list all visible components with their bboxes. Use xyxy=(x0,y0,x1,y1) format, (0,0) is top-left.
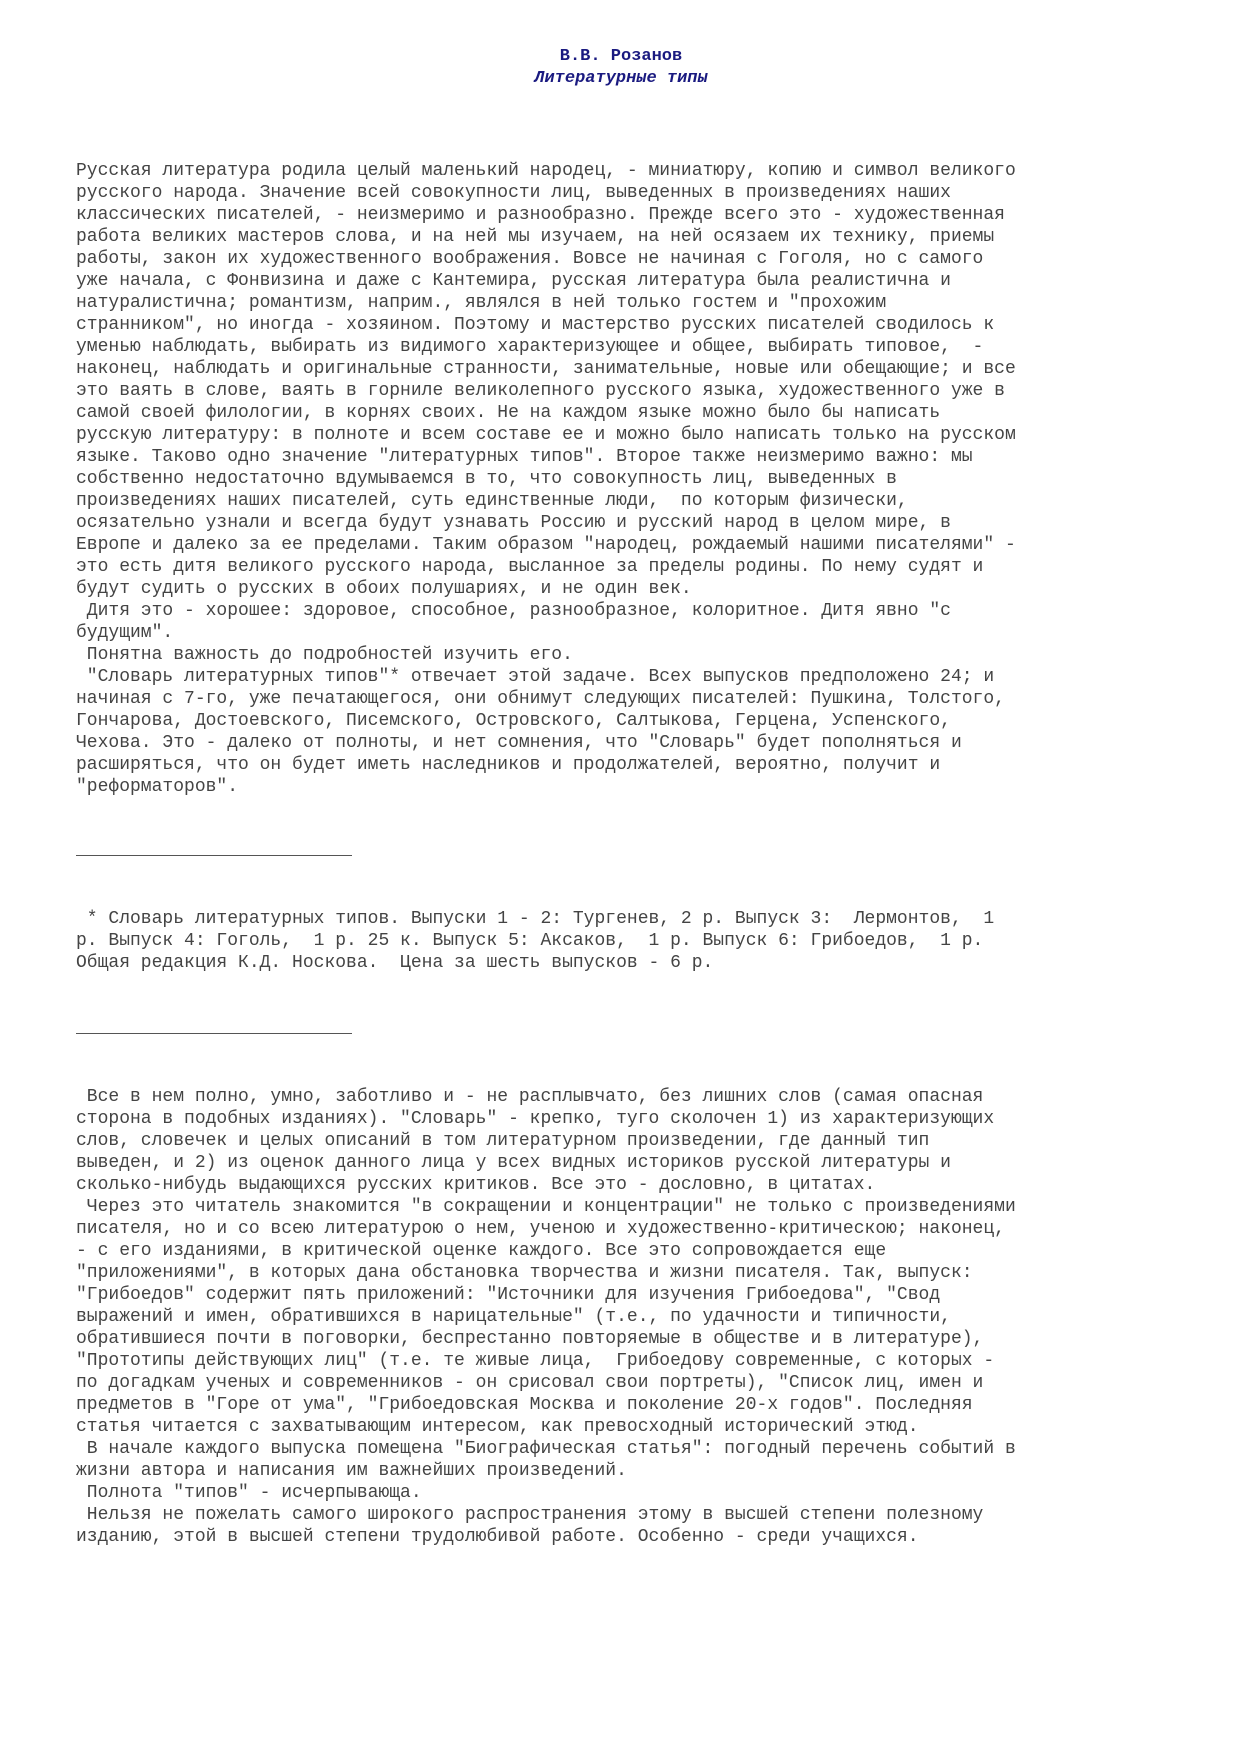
text-line: сторона в подобных изданиях). "Словарь" - крепко, туго сколочен 1) из характеризующих xyxy=(76,1109,995,1129)
text-line: будущим". xyxy=(76,623,174,643)
text-line: "Словарь литературных типов"* отвечает этой задаче. Всех выпусков предположено 24; и xyxy=(76,667,995,687)
text-line: предметов в "Горе от ума", "Грибоедовская Москва и поколение 20-х годов". Последняя xyxy=(76,1395,973,1415)
text-line: Европе и далеко за ее пределами. Таким образом "народец, рождаемый нашими писателями" - xyxy=(76,535,1016,555)
footnote-separator-top xyxy=(76,855,352,856)
text-line: выведен, и 2) из оценок данного лица у всех видных историков русской литературы и xyxy=(76,1153,951,1173)
text-line: натуралистична; романтизм, наприм., являлся в ней только гостем и "прохожим xyxy=(76,293,887,313)
main-text xyxy=(76,160,1176,798)
author-name: В.В. Розанов xyxy=(559,47,683,66)
text-line: начиная с 7-го, уже печатающегося, они обнимут следующих писателей: Пушкина, Толстого, xyxy=(76,689,1005,709)
text-line: расширяться, что он будет иметь наследников и продолжателей, вероятно, получит и xyxy=(76,755,941,775)
text-line: классических писателей, - неизмеримо и разнообразно. Прежде всего это - художественная xyxy=(76,205,1005,225)
text-line: выражений и имен, обратившихся в нарицательные" (т.е., по удачности и типичности, xyxy=(76,1307,951,1327)
text-line: Чехова. Это - далеко от полноты, и нет сомнения, что "Словарь" будет пополняться и xyxy=(76,733,962,753)
text-line: русского народа. Значение всей совокупности лиц, выведенных в произведениях наших xyxy=(76,183,951,203)
text-line: русскую литературу: в полноте и всем составе ее и можно было написать только на русском xyxy=(76,425,1016,445)
text-line: изданию, этой в высшей степени трудолюбивой работе. Особенно - среди учащихся. xyxy=(76,1527,919,1547)
continued-text xyxy=(76,1086,1176,1548)
text-line: обратившиеся почти в поговорки, беспрестанно повторяемые в обществе и в литературе), xyxy=(76,1329,984,1349)
text-line: уменью наблюдать, выбирать из видимого характеризующее и общее, выбирать типовое, - xyxy=(76,337,984,357)
text-line: произведениях наших писателей, суть единственные люди, по которым физически, xyxy=(76,491,908,511)
text-line: "приложениями", в которых дана обстановка творчества и жизни писателя. Так, выпуск: xyxy=(76,1263,973,1283)
text-line: самой своей филологии, в корнях своих. Не на каждом языке можно было бы написать xyxy=(76,403,941,423)
text-line: - с его изданиями, в критической оценке каждого. Все это сопровождается еще xyxy=(76,1241,887,1261)
text-line: Нельзя не пожелать самого широкого распространения этому в высшей степени полезному xyxy=(76,1505,984,1525)
text-line: будут судить о русских в обоих полушариях, и не один век. xyxy=(76,579,692,599)
text-line: слов, словечек и целых описаний в том литературном произведении, где данный тип xyxy=(76,1131,930,1151)
article-body xyxy=(76,116,1176,1592)
text-line: "Прототипы действующих лиц" (т.е. те живые лица, Грибоедову современные, с которых - xyxy=(76,1351,995,1371)
text-line: работа великих мастеров слова, и на ней мы изучаем, на ней осязаем их технику, приемы xyxy=(76,227,995,247)
text-line: писателя, но и со всею литературою о нем, ученою и художественно-критическою; наконец, xyxy=(76,1219,1005,1239)
text-line: осязательно узнали и всегда будут узнавать Россию и русский народ в целом мире, в xyxy=(76,513,951,533)
article-title: Литературные типы xyxy=(534,69,708,88)
document-page xyxy=(76,0,1176,1592)
text-line: Через это читатель знакомится "в сокращении и концентрации" не только с произведениями xyxy=(76,1197,1016,1217)
text-line: жизни автора и написания им важнейших произведений. xyxy=(76,1461,627,1481)
text-line: Все в нем полно, умно, заботливо и - не расплывчато, без лишних слов (самая опасная xyxy=(76,1087,984,1107)
footnote-separator-bottom xyxy=(76,1033,352,1034)
text-line: работы, закон их художественного воображения. Вовсе не начиная с Гоголя, но с самого xyxy=(76,249,984,269)
text-line: Понятна важность до подробностей изучить его. xyxy=(76,645,573,665)
text-line: "Грибоедов" содержит пять приложений: "Источники для изучения Грибоедова", "Свод xyxy=(76,1285,941,1305)
text-line: р. Выпуск 4: Гоголь, 1 р. 25 к. Выпуск 5: Аксаков, 1 р. Выпуск 6: Грибоедов, 1 р. xyxy=(76,931,984,951)
text-line: статья читается с захватывающим интересом, как превосходный исторический этюд. xyxy=(76,1417,919,1437)
text-line: это ваять в слове, ваять в горниле великолепного русского языка, художественного уже в xyxy=(76,381,1005,401)
text-line: "реформаторов". xyxy=(76,777,239,797)
text-line: языке. Таково одно значение "литературных типов". Второе также неизмеримо важно: мы xyxy=(76,447,973,467)
header xyxy=(76,46,1166,90)
text-line: сколько-нибудь выдающихся русских критиков. Все это - дословно, в цитатах. xyxy=(76,1175,876,1195)
footnote xyxy=(76,908,1176,974)
text-line: Полнота "типов" - исчерпывающа. xyxy=(76,1483,422,1503)
text-line: по догадкам ученых и современников - он срисовал свои портреты), "Список лиц, имен и xyxy=(76,1373,984,1393)
text-line: странником", но иногда - хозяином. Поэтому и мастерство русских писателей сводилось к xyxy=(76,315,995,335)
text-line: наконец, наблюдать и оригинальные странности, занимательные, новые или обещающие; и все xyxy=(76,359,1016,379)
text-line: собственно недостаточно вдумываемся в то, что совокупность лиц, выведенных в xyxy=(76,469,897,489)
text-line: Русская литература родила целый маленький народец, - миниатюру, копию и символ великого xyxy=(76,161,1016,181)
text-line: Гончарова, Достоевского, Писемского, Островского, Салтыкова, Герцена, Успенского, xyxy=(76,711,951,731)
text-line: * Словарь литературных типов. Выпуски 1 - 2: Тургенев, 2 р. Выпуск 3: Лермонтов, 1 xyxy=(76,909,995,929)
text-line: В начале каждого выпуска помещена "Биографическая статья": погодный перечень событий в xyxy=(76,1439,1016,1459)
text-line: Общая редакция К.Д. Носкова. Цена за шесть выпусков - 6 р. xyxy=(76,953,714,973)
text-line: это есть дитя великого русского народа, высланное за пределы родины. По нему судят и xyxy=(76,557,984,577)
text-line: Дитя это - хорошее: здоровое, способное, разнообразное, колоритное. Дитя явно "с xyxy=(76,601,951,621)
text-line: уже начала, с Фонвизина и даже с Кантемира, русская литература была реалистична и xyxy=(76,271,951,291)
